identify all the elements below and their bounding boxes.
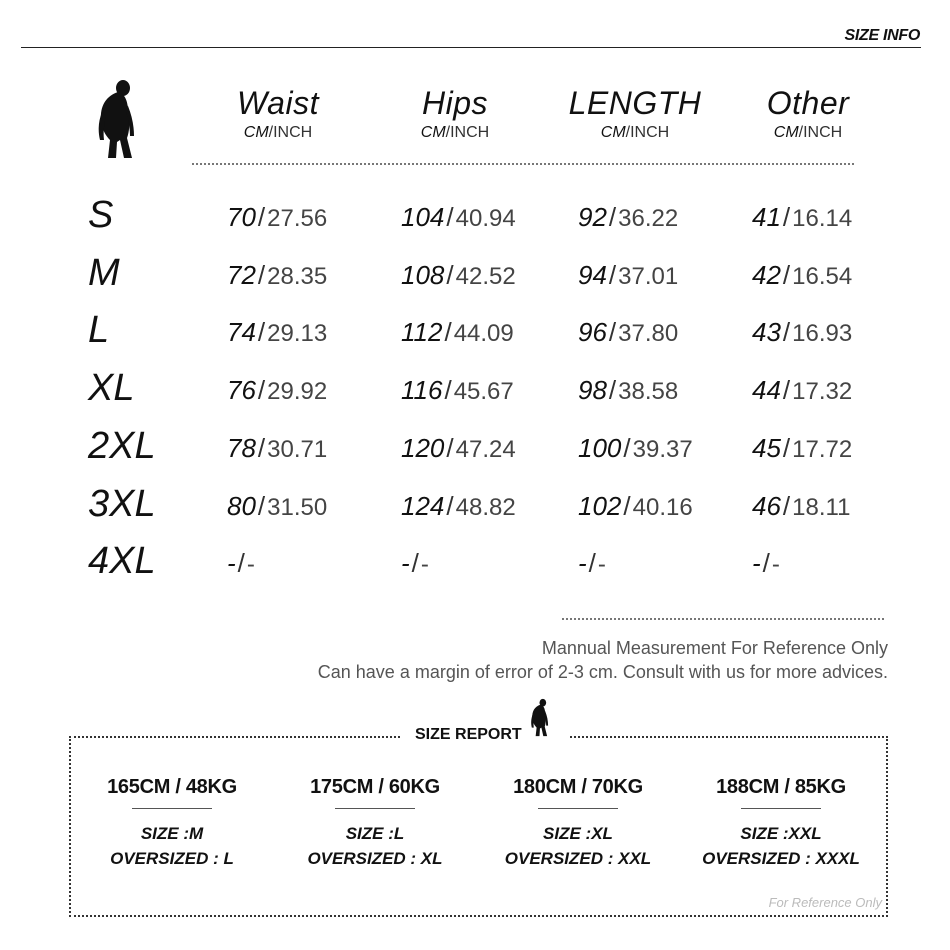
- unit-separator: /: [588, 548, 596, 578]
- unit-separator: /: [257, 491, 266, 521]
- inch-value: 36.22: [618, 205, 679, 232]
- inch-value: -: [420, 551, 429, 578]
- cm-value: 72: [227, 260, 256, 290]
- cm-value: 100: [578, 433, 622, 463]
- measurement-cell: [578, 368, 738, 417]
- height-weight: 180CM / 70KG: [513, 776, 643, 798]
- inch-value: 42.52: [455, 263, 516, 290]
- oversized-size: OVERSIZED : XL: [307, 849, 443, 868]
- cm-value: 44: [752, 375, 781, 405]
- inch-value: 27.56: [267, 205, 328, 232]
- cm-value: -: [401, 548, 410, 578]
- unit-separator: /: [257, 260, 266, 290]
- report-entry: [77, 776, 267, 871]
- measurement-cell: [752, 426, 912, 475]
- inch-value: 44.09: [453, 320, 514, 347]
- measurement-cell: [401, 368, 561, 417]
- size-label: XL: [88, 367, 135, 409]
- footer-dotted-divider: [562, 618, 884, 620]
- column-title: Other: [766, 85, 850, 121]
- inch-value: 16.93: [792, 320, 853, 347]
- measurement-cell: [578, 253, 738, 302]
- inch-value: -: [246, 551, 255, 578]
- inch-value: 17.72: [792, 436, 853, 463]
- margin-of-error-note: Can have a margin of error of 2-3 cm. Consult with us for more advices.: [317, 662, 888, 682]
- measurement-cell: [401, 426, 561, 475]
- cm-value: 78: [227, 433, 256, 463]
- cm-value: 112: [401, 317, 443, 347]
- column-header-other: [718, 84, 898, 142]
- measurement-cell: [578, 484, 738, 533]
- size-info-label: SIZE INFO: [844, 27, 920, 44]
- measurement-cell: [227, 253, 387, 302]
- cm-value: 46: [752, 491, 781, 521]
- measurement-cell: [227, 195, 387, 244]
- unit-separator: /: [782, 375, 791, 405]
- cm-value: 96: [578, 317, 607, 347]
- height-weight: 165CM / 48KG: [107, 776, 237, 798]
- unit-separator: /: [446, 260, 454, 290]
- column-title: Hips: [421, 85, 488, 121]
- size-label: 4XL: [88, 540, 156, 582]
- inch-value: 16.14: [792, 205, 853, 232]
- cm-value: 70: [227, 202, 256, 232]
- entry-divider: [741, 808, 821, 809]
- report-entry: [483, 776, 673, 871]
- cm-value: 76: [227, 375, 256, 405]
- cm-value: 42: [752, 260, 781, 290]
- entry-divider: [132, 808, 212, 809]
- inch-value: 29.13: [267, 320, 328, 347]
- cm-value: 94: [578, 260, 607, 290]
- unit-separator: /: [446, 202, 454, 232]
- unit-separator: /: [782, 317, 791, 347]
- column-unit: CM/INCH: [243, 124, 313, 141]
- column-unit: CM/INCH: [420, 124, 490, 141]
- inch-value: 39.37: [632, 436, 693, 463]
- inch-value: 37.80: [618, 320, 679, 347]
- inch-value: 30.71: [267, 436, 328, 463]
- inch-value: 40.94: [455, 205, 516, 232]
- measurement-cell: [227, 310, 387, 359]
- unit-separator: /: [782, 202, 791, 232]
- walking-ape-icon: [92, 78, 138, 162]
- cm-value: 120: [401, 433, 445, 463]
- inch-value: 37.01: [618, 263, 679, 290]
- height-weight: 175CM / 60KG: [310, 776, 440, 798]
- measurement-cell: [227, 368, 387, 417]
- measurement-cell: [401, 253, 561, 302]
- size-label: 2XL: [88, 425, 156, 467]
- unit-separator: /: [257, 202, 266, 232]
- measurement-note: Mannual Measurement For Reference Only: [541, 638, 888, 658]
- inch-value: 38.58: [618, 378, 679, 405]
- inch-value: 47.24: [455, 436, 516, 463]
- unit-separator: /: [608, 375, 617, 405]
- size-label: L: [88, 309, 110, 351]
- cm-value: 74: [227, 317, 256, 347]
- inch-value: 16.54: [792, 263, 853, 290]
- unit-separator: /: [446, 433, 454, 463]
- inch-value: 28.35: [267, 263, 328, 290]
- measurement-cell: [578, 195, 738, 244]
- measurement-cell: [578, 541, 738, 590]
- inch-value: 40.16: [632, 494, 693, 521]
- cm-value: 104: [401, 202, 445, 232]
- inch-value: 31.50: [267, 494, 328, 521]
- inch-value: 29.92: [267, 378, 328, 405]
- measurement-cell: [227, 426, 387, 475]
- cm-value: 41: [752, 202, 781, 232]
- measurement-cell: [752, 195, 912, 244]
- oversized-size: OVERSIZED : L: [110, 849, 234, 868]
- unit-separator: /: [608, 260, 617, 290]
- inch-value: 17.32: [792, 378, 853, 405]
- unit-separator: /: [608, 317, 617, 347]
- unit-separator: /: [446, 491, 454, 521]
- column-unit: CM/INCH: [773, 124, 843, 141]
- size-label: 3XL: [88, 483, 156, 525]
- unit-separator: /: [782, 491, 791, 521]
- unit-separator: /: [257, 317, 266, 347]
- cm-value: 45: [752, 433, 781, 463]
- measurement-cell: [752, 484, 912, 533]
- oversized-size: OVERSIZED : XXL: [504, 849, 652, 868]
- unit-separator: /: [623, 491, 631, 521]
- inch-value: -: [771, 551, 780, 578]
- measurement-cell: [401, 484, 561, 533]
- measurement-cell: [752, 541, 912, 590]
- cm-value: 124: [401, 491, 445, 521]
- column-header-length: [545, 84, 725, 142]
- inch-value: 45.67: [453, 378, 514, 405]
- inch-value: 18.11: [792, 494, 851, 521]
- height-weight: 188CM / 85KG: [716, 776, 846, 798]
- recommended-size: SIZE :XL: [543, 824, 613, 843]
- size-report-title: SIZE REPORT: [415, 726, 522, 743]
- unit-separator: /: [257, 433, 266, 463]
- cm-value: 98: [578, 375, 607, 405]
- cm-value: -: [752, 548, 761, 578]
- unit-separator: /: [623, 433, 631, 463]
- measurement-cell: [752, 310, 912, 359]
- column-header-waist: [188, 84, 368, 142]
- unit-separator: /: [411, 548, 419, 578]
- size-label: M: [88, 252, 120, 294]
- header-dotted-divider: [192, 163, 854, 165]
- unit-separator: /: [762, 548, 770, 578]
- size-label: S: [88, 194, 114, 236]
- report-entry: [686, 776, 876, 871]
- unit-separator: /: [444, 375, 452, 405]
- cm-value: 80: [227, 491, 256, 521]
- measurement-cell: [401, 195, 561, 244]
- report-entry: [280, 776, 470, 871]
- column-header-hips: [365, 84, 545, 142]
- cm-value: 108: [401, 260, 445, 290]
- inch-value: 48.82: [455, 494, 516, 521]
- column-unit: CM/INCH: [600, 124, 670, 141]
- cm-value: 116: [401, 375, 443, 405]
- entry-divider: [335, 808, 415, 809]
- unit-separator: /: [608, 202, 617, 232]
- measurement-cell: [401, 310, 561, 359]
- header-divider: [21, 47, 921, 48]
- measurement-cell: [752, 253, 912, 302]
- unit-separator: /: [237, 548, 245, 578]
- entry-divider: [538, 808, 618, 809]
- column-title: Waist: [237, 85, 319, 121]
- measurement-cell: [578, 426, 738, 475]
- oversized-size: OVERSIZED : XXXL: [702, 849, 860, 868]
- unit-separator: /: [444, 317, 452, 347]
- cm-value: 102: [578, 491, 622, 521]
- recommended-size: SIZE :XXL: [740, 824, 822, 843]
- recommended-size: SIZE :M: [140, 824, 204, 843]
- cm-value: 43: [752, 317, 781, 347]
- unit-separator: /: [782, 260, 791, 290]
- measurement-cell: [227, 484, 387, 533]
- measurement-cell: [401, 541, 561, 590]
- measurement-cell: [752, 368, 912, 417]
- inch-value: -: [597, 551, 606, 578]
- reference-footer-note: For Reference Only: [768, 895, 882, 910]
- cm-value: 92: [578, 202, 607, 232]
- cm-value: -: [578, 548, 587, 578]
- recommended-size: SIZE :L: [345, 824, 405, 843]
- unit-separator: /: [782, 433, 791, 463]
- unit-separator: /: [257, 375, 266, 405]
- measurement-cell: [578, 310, 738, 359]
- cm-value: -: [227, 548, 236, 578]
- measurement-cell: [227, 541, 387, 590]
- column-title: LENGTH: [568, 85, 702, 121]
- walking-ape-icon-small: [528, 694, 550, 742]
